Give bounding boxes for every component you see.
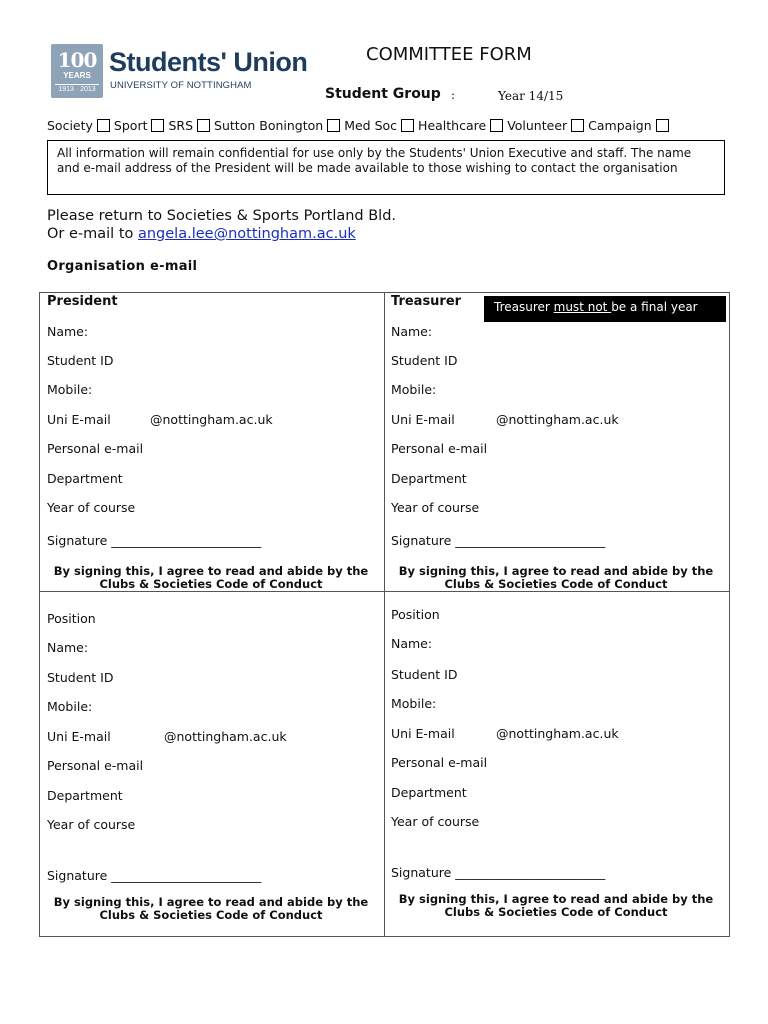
year-of-course-field[interactable]: Year of course: [391, 814, 480, 829]
uni-email-field[interactable]: Uni E-mail: [47, 412, 111, 427]
badge-dates: 1913 · 2013: [55, 84, 99, 93]
category-society[interactable]: [47, 118, 114, 133]
centenary-badge: [51, 44, 103, 98]
tooltip-emphasis: must not: [553, 300, 612, 314]
category-label: Sutton Bonington: [214, 117, 324, 133]
student-id-field[interactable]: Student ID: [47, 353, 114, 368]
mobile-field[interactable]: Mobile:: [391, 696, 437, 711]
category-label: Campaign: [588, 117, 652, 133]
name-field[interactable]: Name:: [391, 324, 433, 339]
department-field[interactable]: Department: [391, 471, 467, 486]
checkbox[interactable]: [327, 119, 340, 132]
grid-divider-vertical: [384, 292, 385, 937]
category-med-soc[interactable]: [344, 118, 418, 133]
uni-email-field[interactable]: Uni E-mail: [47, 729, 111, 744]
signature-field[interactable]: Signature ________________________: [47, 533, 262, 548]
position-field[interactable]: Position: [391, 607, 440, 622]
category-sutton-bonington[interactable]: [214, 118, 344, 133]
form-title: COMMITTEE FORM: [366, 44, 532, 65]
treasurer-heading: Treasurer: [391, 294, 462, 309]
category-label: Healthcare: [418, 117, 487, 133]
uni-email-domain: @nottingham.ac.uk: [164, 729, 287, 744]
brand-subtitle: UNIVERSITY OF NOTTINGHAM: [110, 80, 252, 91]
brand-name: Students' Union: [109, 47, 308, 77]
grid-divider-horizontal: [39, 591, 730, 592]
checkbox[interactable]: [197, 119, 210, 132]
name-field[interactable]: Name:: [47, 324, 89, 339]
code-of-conduct-agreement: By signing this, I agree to read and abide by the Clubs & Societies Code of Conduct: [53, 564, 369, 591]
year-of-course-field[interactable]: Year of course: [47, 817, 136, 832]
mobile-field[interactable]: Mobile:: [47, 382, 93, 397]
student-id-field[interactable]: Student ID: [391, 353, 458, 368]
year-of-course-field[interactable]: Year of course: [391, 500, 480, 515]
category-healthcare[interactable]: [418, 118, 507, 133]
email-instructions: [47, 225, 356, 243]
signature-field[interactable]: Signature ________________________: [47, 868, 262, 883]
student-id-field[interactable]: Student ID: [47, 670, 114, 685]
category-label: Sport: [113, 117, 148, 133]
name-field[interactable]: Name:: [47, 640, 89, 655]
department-field[interactable]: Department: [47, 471, 123, 486]
category-label: Society: [47, 117, 93, 133]
mobile-field[interactable]: Mobile:: [47, 699, 93, 714]
position-field[interactable]: Position: [47, 611, 96, 626]
personal-email-field[interactable]: Personal e-mail: [391, 755, 488, 770]
uni-email-field[interactable]: Uni E-mail: [391, 726, 455, 741]
department-field[interactable]: Department: [47, 788, 123, 803]
student-group-label: Student Group: [325, 86, 441, 102]
checkbox[interactable]: [490, 119, 503, 132]
personal-email-field[interactable]: Personal e-mail: [47, 758, 144, 773]
return-instructions: Please return to Societies & Sports Portland Bld.: [47, 208, 397, 224]
email-prefix: Or e-mail to: [47, 226, 138, 242]
year-value: Year 14/15: [498, 89, 564, 103]
category-sport[interactable]: [114, 118, 169, 133]
badge-number: 100: [57, 48, 97, 72]
contact-email-link[interactable]: angela.lee@nottingham.ac.uk: [137, 226, 356, 242]
uni-email-domain: @nottingham.ac.uk: [496, 412, 619, 427]
personal-email-field[interactable]: Personal e-mail: [47, 441, 144, 456]
uni-email-field[interactable]: Uni E-mail: [391, 412, 455, 427]
year-of-course-field[interactable]: Year of course: [47, 500, 136, 515]
category-volunteer[interactable]: [507, 118, 588, 133]
checkbox[interactable]: [97, 119, 110, 132]
category-srs[interactable]: [168, 118, 214, 133]
tooltip-suffix: be a final year: [611, 300, 698, 314]
category-campaign[interactable]: [588, 118, 673, 133]
code-of-conduct-agreement: By signing this, I agree to read and abide by the Clubs & Societies Code of Conduct: [398, 892, 714, 919]
code-of-conduct-agreement: By signing this, I agree to read and abide by the Clubs & Societies Code of Conduct: [398, 564, 714, 591]
mobile-field[interactable]: Mobile:: [391, 382, 437, 397]
organisation-email-label: Organisation e-mail: [47, 259, 198, 274]
uni-email-domain: @nottingham.ac.uk: [150, 412, 273, 427]
code-of-conduct-agreement: By signing this, I agree to read and abide by the Clubs & Societies Code of Conduct: [53, 895, 369, 922]
signature-field[interactable]: Signature ________________________: [391, 865, 606, 880]
personal-email-field[interactable]: Personal e-mail: [391, 441, 488, 456]
uni-email-domain: @nottingham.ac.uk: [496, 726, 619, 741]
checkbox[interactable]: [656, 119, 669, 132]
name-field[interactable]: Name:: [391, 636, 433, 651]
student-group-colon: :: [451, 88, 456, 102]
category-label: Volunteer: [507, 117, 568, 133]
checkbox[interactable]: [151, 119, 164, 132]
president-heading: President: [47, 294, 118, 309]
confidentiality-notice: All information will remain confidential for use only by the Students' Union Executive and staff. The name and e-mail address of the President will be made available to those wishing to contact the organisation: [47, 140, 725, 195]
signature-field[interactable]: Signature ________________________: [391, 533, 606, 548]
category-row: [47, 117, 673, 133]
treasurer-tooltip: [484, 296, 726, 322]
student-id-field[interactable]: Student ID: [391, 667, 458, 682]
category-label: SRS: [168, 117, 194, 133]
checkbox[interactable]: [571, 119, 584, 132]
badge-years: YEARS: [63, 71, 91, 80]
checkbox[interactable]: [401, 119, 414, 132]
category-label: Med Soc: [344, 117, 398, 133]
students-union-logo: [51, 44, 308, 100]
tooltip-prefix: Treasurer: [494, 300, 554, 314]
department-field[interactable]: Department: [391, 785, 467, 800]
